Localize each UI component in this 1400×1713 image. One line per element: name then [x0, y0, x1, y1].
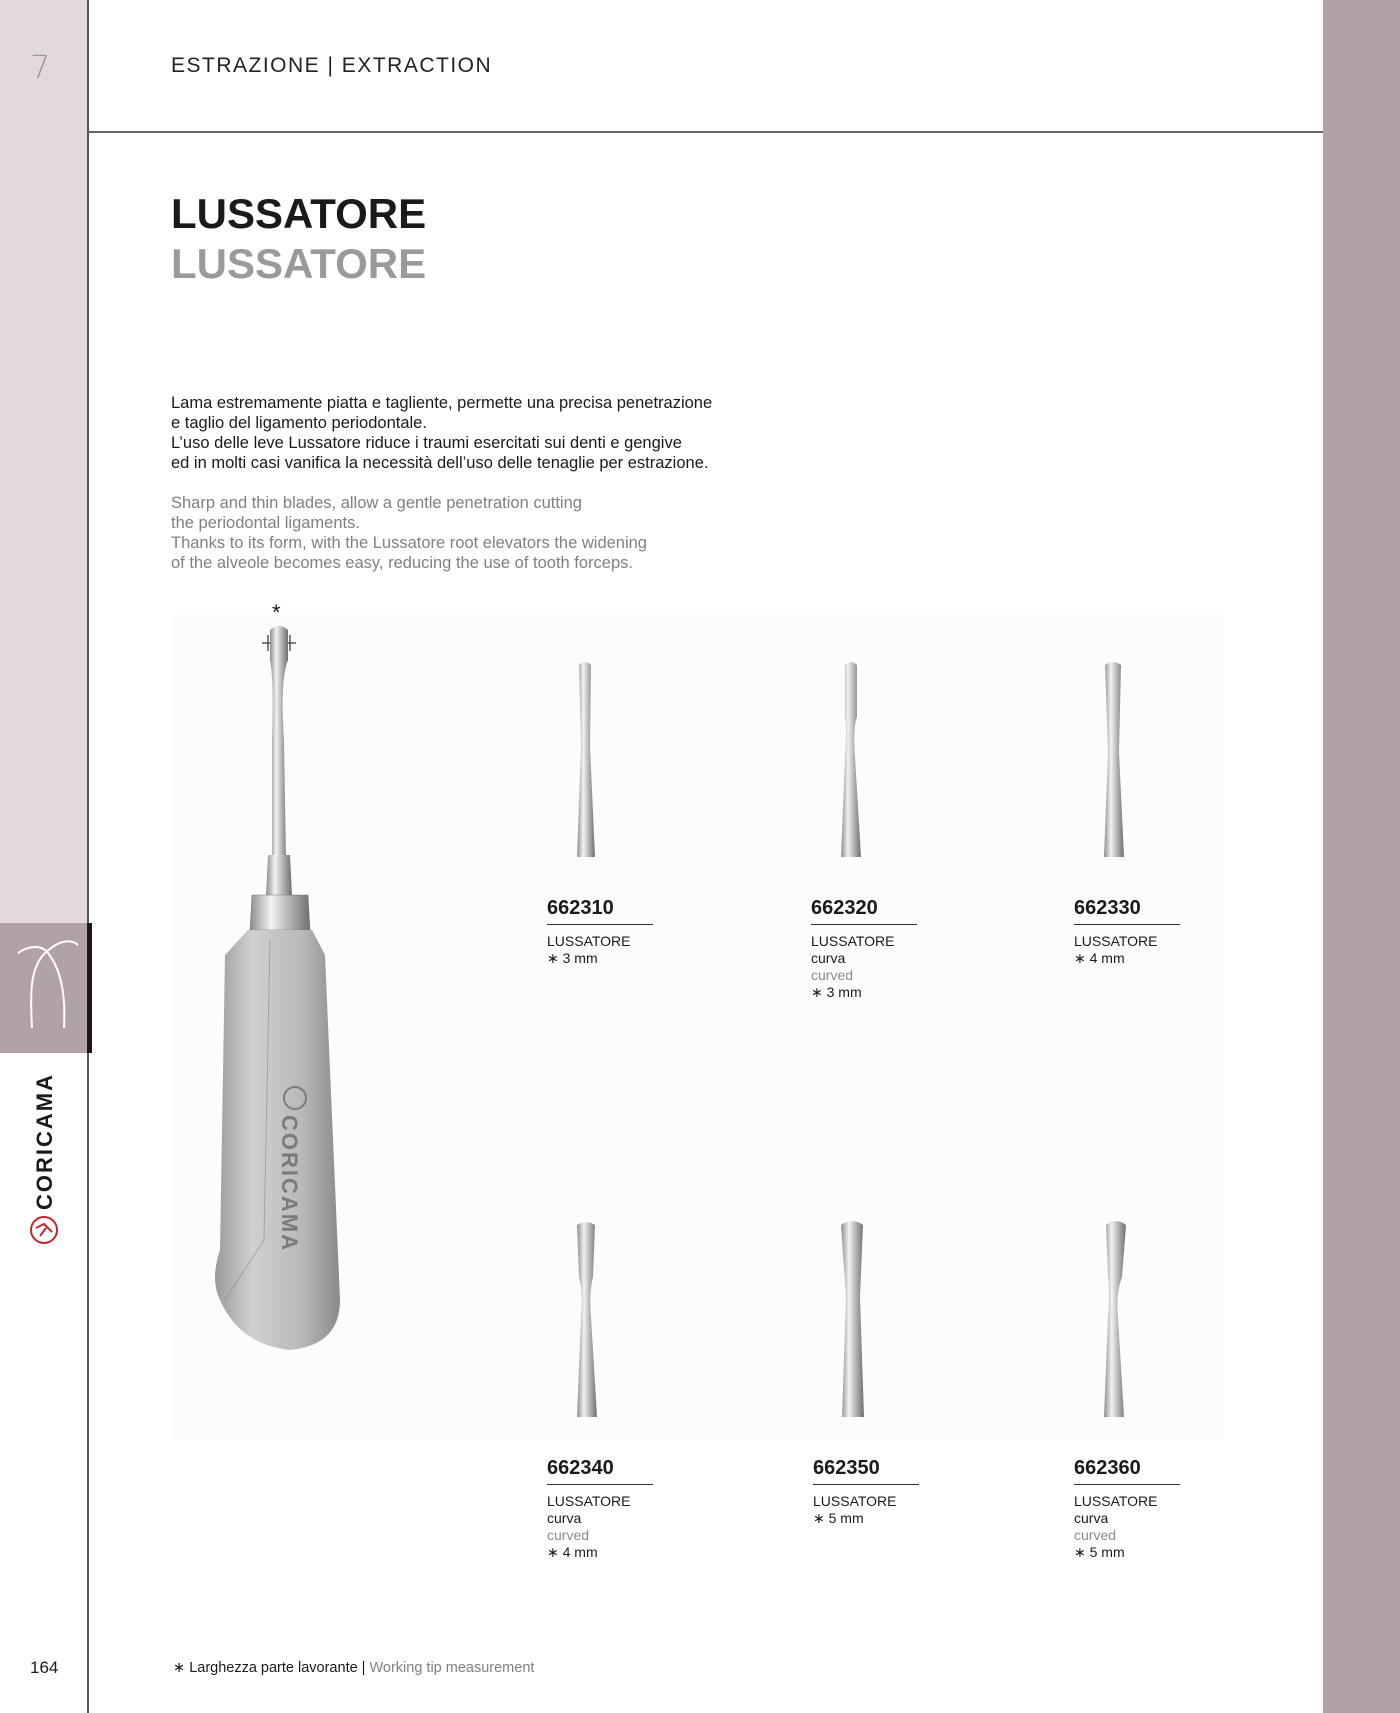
description-it-line: e taglio del ligamento periodontale.: [171, 414, 427, 432]
handle-brand-text: CORICAMA: [277, 1115, 302, 1252]
product-662360: [1074, 1457, 1274, 1561]
product-variant-en: curved: [1074, 1527, 1117, 1543]
tip-image-662330: [1094, 657, 1134, 867]
product-title-en: LUSSATORE: [171, 240, 427, 287]
product-variant-it: curva: [811, 950, 846, 966]
sidebar-divider: [87, 0, 89, 1713]
product-code: 662320: [811, 897, 917, 925]
product-name: LUSSATORE: [1074, 933, 1158, 949]
sidebar-brand-text: CORICAMA: [32, 1073, 57, 1210]
product-title-it: LUSSATORE: [171, 190, 427, 237]
product-662330: [1074, 897, 1274, 967]
product-code: 662360: [1074, 1457, 1180, 1485]
footnote-marker: ∗: [173, 1660, 186, 1676]
right-color-strip: [1323, 0, 1400, 1713]
product-name: LUSSATORE: [811, 933, 895, 949]
tip-image-662310: [567, 657, 607, 867]
description-en-line: the periodontal ligaments.: [171, 514, 360, 532]
tip-image-662350: [833, 1217, 873, 1427]
product-variant-it: curva: [1074, 1510, 1109, 1526]
product-code: 662350: [813, 1457, 919, 1485]
product-662350: [813, 1457, 1013, 1527]
description-en-line: Thanks to its form, with the Lussatore root elevators the widening: [171, 534, 647, 552]
product-code: 662340: [547, 1457, 653, 1485]
lussatore-main-image: [200, 600, 380, 1430]
product-width: ∗ 3 mm: [547, 950, 598, 966]
tip-image-662360: [1094, 1217, 1134, 1427]
product-width: ∗ 3 mm: [811, 984, 862, 1000]
left-sidebar: [0, 0, 88, 1713]
product-name: LUSSATORE: [547, 933, 631, 949]
footnote-it: Larghezza parte lavorante |: [189, 1660, 366, 1676]
product-variant-en: curved: [811, 967, 854, 983]
description-en: [171, 493, 871, 573]
sidebar-brand-logo: [22, 1070, 66, 1245]
description-it-line: ed in molti casi vanifica la necessità dell’uso delle tenaglie per estrazione.: [171, 454, 709, 472]
product-662310: [547, 897, 747, 967]
sidebar-pink-band: [0, 0, 88, 923]
product-variant-it: curva: [547, 1510, 582, 1526]
product-variant-en: curved: [547, 1527, 590, 1543]
forceps-icon: [0, 923, 88, 1053]
description-it: [171, 393, 871, 473]
product-width: ∗ 4 mm: [1074, 950, 1125, 966]
section-title: ESTRAZIONE | EXTRACTION: [171, 54, 493, 77]
tip-image-662320: [831, 657, 871, 867]
chapter-number: 7: [30, 48, 51, 86]
product-width: ∗ 5 mm: [813, 1510, 864, 1526]
product-662320: [811, 897, 1011, 1001]
chapter-tab-marker: [87, 923, 92, 1053]
description-en-line: of the alveole becomes easy, reducing the use of tooth forceps.: [171, 554, 633, 572]
product-code: 662310: [547, 897, 653, 925]
product-name: LUSSATORE: [547, 1493, 631, 1509]
product-name: LUSSATORE: [813, 1493, 897, 1509]
chapter-tab: [0, 923, 88, 1053]
description-it-line: L’uso delle leve Lussatore riduce i traumi esercitati sui denti e gengive: [171, 434, 682, 452]
product-662340: [547, 1457, 747, 1561]
product-width: ∗ 4 mm: [547, 1544, 598, 1560]
product-name: LUSSATORE: [1074, 1493, 1158, 1509]
page-number: 164: [30, 1658, 59, 1677]
tip-width-marker: *: [272, 600, 281, 625]
description-en-line: Sharp and thin blades, allow a gentle penetration cutting: [171, 494, 582, 512]
footnote: [173, 1660, 534, 1676]
description-it-line: Lama estremamente piatta e tagliente, permette una precisa penetrazione: [171, 394, 713, 412]
tip-image-662340: [567, 1217, 607, 1427]
product-code: 662330: [1074, 897, 1180, 925]
product-width: ∗ 5 mm: [1074, 1544, 1125, 1560]
header-divider: [88, 131, 1323, 133]
footnote-en: Working tip measurement: [369, 1660, 535, 1676]
